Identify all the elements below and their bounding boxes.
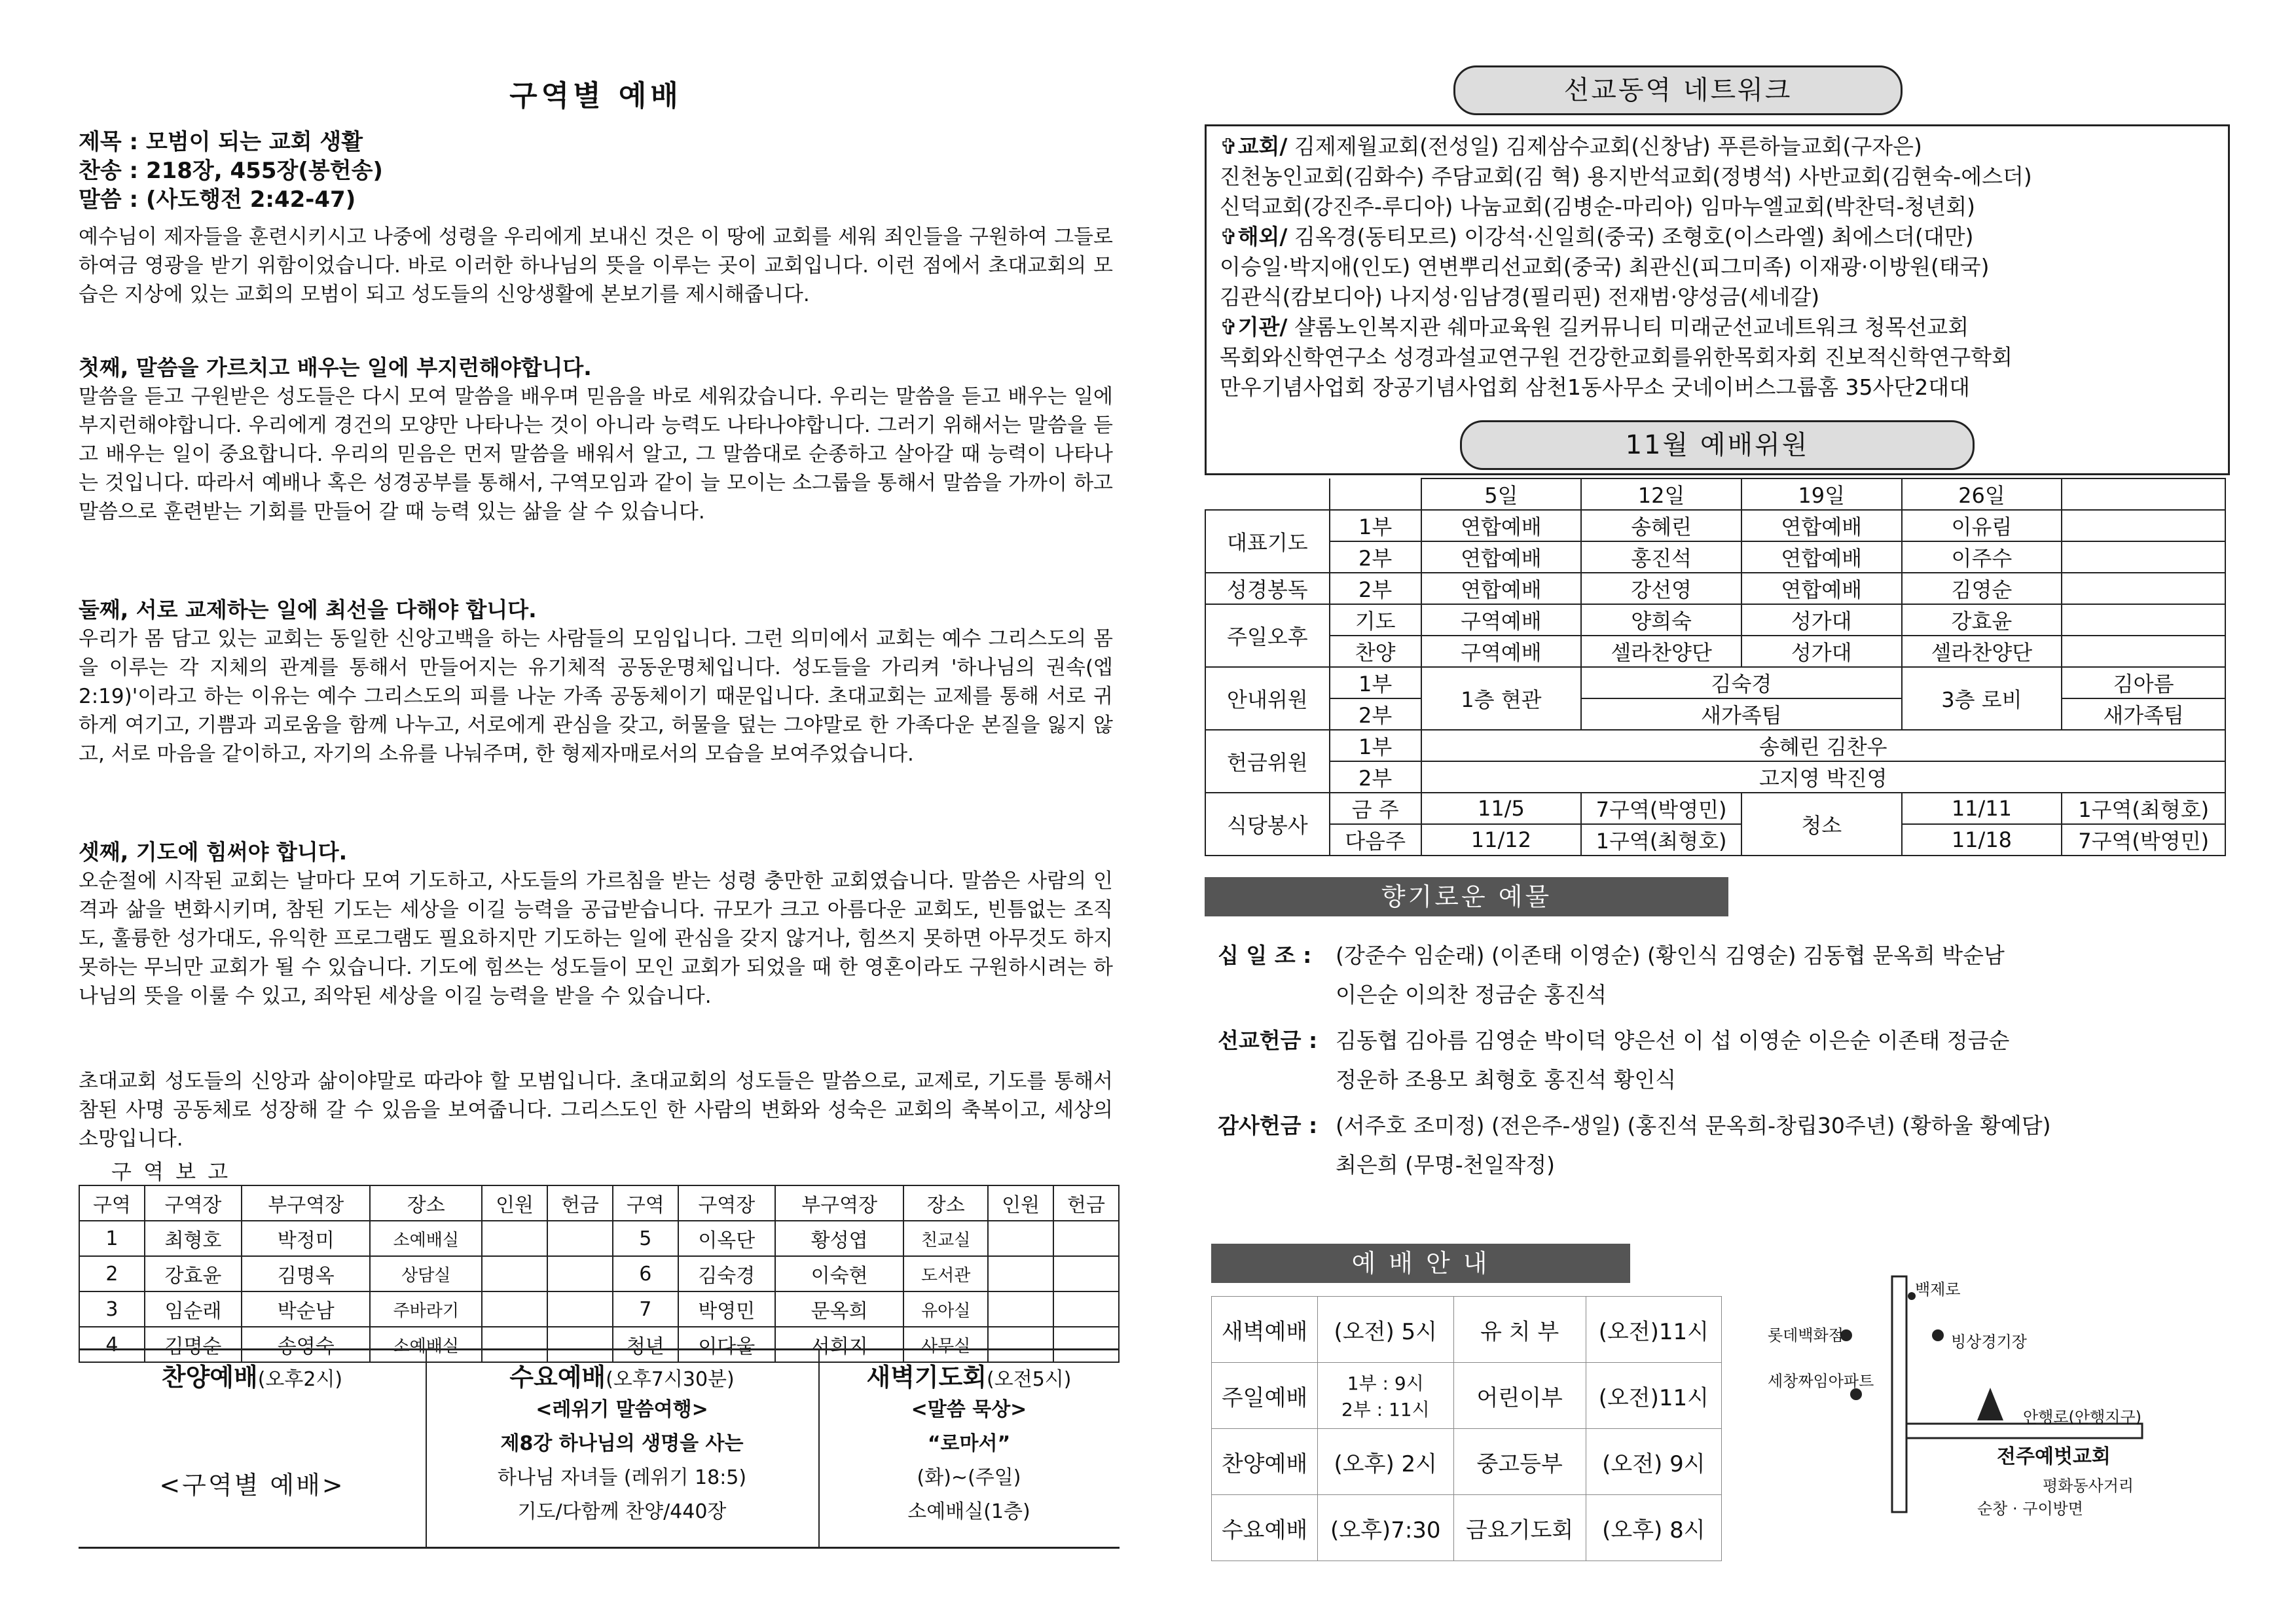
cell: 양희숙 [1581, 604, 1741, 636]
cell: 강선영 [1581, 573, 1741, 604]
report-cell: 김숙경 [678, 1256, 775, 1291]
point-two-heading: 둘째, 서로 교제하는 일에 최선을 다해야 합니다. [79, 597, 537, 623]
next-week-label: 다음주 [1330, 824, 1421, 856]
report-header-cell: 헌금 [1053, 1185, 1119, 1221]
gift-line-1: 김동협 김아름 김영순 박이덕 양은선 이 섭 이영순 이은순 이존태 정금순 [1336, 1028, 2010, 1053]
guide-cell: 주일예배 [1212, 1363, 1318, 1429]
cell: 이주수 [1902, 541, 2062, 573]
cell: 1구역(최형호) [2062, 793, 2225, 824]
sermon-hymn: 찬송 : 218장, 455장(봉헌송) [79, 158, 383, 184]
cell: 고지영 박진영 [1421, 761, 2225, 793]
week-2: 12일 [1581, 478, 1741, 510]
report-header-cell: 부구역장 [242, 1185, 370, 1221]
report-cell: 김명순 [145, 1327, 242, 1362]
guide-cell: (오전)11시 [1586, 1363, 1721, 1429]
cell: 연합예배 [1421, 541, 1582, 573]
gift-line-2: 이은순 이의찬 정금순 홍진석 [1336, 982, 1607, 1007]
cell: 11/12 [1421, 824, 1582, 856]
wed-line-1: <레위기 말씀여행> [536, 1398, 708, 1421]
guide-cell: (오전)11시 [1586, 1297, 1721, 1363]
cell: 이유림 [1902, 510, 2062, 541]
network-line [1220, 162, 2228, 192]
service-2: 2부 [1330, 761, 1421, 793]
cell: 김영순 [1902, 573, 2062, 604]
report-cell: 사무실 [903, 1327, 988, 1362]
cell: 1구역(최형호) [1581, 824, 1741, 856]
network-line [1220, 252, 2228, 282]
right-page [1198, 59, 2232, 1564]
guide-cell: 1부 : 9시 2부 : 11시 [1318, 1363, 1454, 1429]
network-line [1220, 372, 2228, 403]
report-header-cell: 구역장 [145, 1185, 242, 1221]
wed-time: (오후7시30분) [606, 1368, 735, 1391]
gift-line-2: 정운하 조용모 최형호 홍진석 황인식 [1336, 1067, 1677, 1092]
point-one-body: 말씀을 듣고 구원받은 성도들은 다시 모여 말씀을 배우며 믿음을 바로 세워갔습니다. 우리는 말씀을 듣고 배우는 일에 부지런해야합니다. 우리에게 경건의 모양만 나타나는 것이 아니라 능력도 나타나야합니다. 그러기 위해서는 말씀을 듣고 배우는 일이 중요합니다. 우리의 믿음은 먼저 말씀을 배워서 알고, 그 말씀대로 순종하고 살아갈 때 능력이 나타나는 것입니다. 따라서 예배나 혹은 성경공부를 통해서, 구역모임과 같이 늘 모이는 소그룹을 통해서 말씀을 가까이 하고 말씀으로 훈련받는 기회를 만들어 갈 때 능력 있는 삶을 살 수 있습니다. [79, 385, 1113, 524]
service-2: 2부 [1330, 698, 1421, 730]
guide-cell: 유 치 부 [1453, 1297, 1586, 1363]
cell: 11/5 [1421, 793, 1582, 824]
guide-cell: 새벽예배 [1212, 1297, 1318, 1363]
guide-cell: 중고등부 [1453, 1429, 1586, 1495]
location-map [1761, 1257, 2219, 1532]
worship-title: 11월 예배위원 [1460, 420, 1975, 470]
report-header-cell: 구역 [79, 1185, 145, 1221]
cell: 송혜린 [1581, 510, 1741, 541]
cell: 강효윤 [1902, 604, 2062, 636]
point-three-body: 오순절에 시작된 교회는 날마다 모여 기도하고, 사도들의 가르침을 받는 성령 충만한 교회였습니다. 말씀은 사람의 인격과 삶을 변화시키며, 참된 기도는 세상을 이길 능력을 공급받습니다. 규모가 크고 아름다운 교회도, 빈틈없는 조직도, 훌륭한 성가대도, 유익한 프로그램도 필요하지만 기도하는 일에 관심을 갖지 않거나, 힘쓰지 못하면 아무것도 하지 못하는 무늬만 교회가 될 수 있습니다. 기도에 힘쓰는 성도들이 모인 교회가 되었을 때 한 영혼이라도 구원하시려는 하나님의 뜻을 이룰 수 있고, 죄악된 세상을 이길 능력을 받을 수 있습니다. [79, 869, 1113, 1008]
report-cell [482, 1221, 547, 1256]
network-text: 목회와신학연구소 성경과설교연구원 건강한교회를위한목회자회 진보적신학연구학회 [1220, 344, 2013, 370]
cell: 연합예배 [1421, 573, 1582, 604]
report-cell: 이옥단 [678, 1221, 775, 1256]
report-cell: 이숙현 [775, 1256, 903, 1291]
report-cell: 유아실 [903, 1291, 988, 1327]
guide-cell: (오후) 2시 [1318, 1429, 1454, 1495]
report-cell: 상담실 [370, 1256, 482, 1291]
report-cell: 송영숙 [242, 1327, 370, 1362]
guide-title: 예 배 안 내 [1211, 1244, 1630, 1283]
cell: 11/11 [1902, 793, 2062, 824]
network-line [1220, 342, 2228, 372]
network-category: ✞교회/ [1220, 134, 1288, 159]
report-cell: 문옥희 [775, 1291, 903, 1327]
cell: 셀라찬양단 [1581, 636, 1741, 667]
rep-prayer-label: 대표기도 [1205, 510, 1330, 573]
dawn-line-2: “로마서” [927, 1432, 1011, 1455]
table-row [1212, 1363, 1722, 1429]
wed-title: 수요예배 [509, 1363, 606, 1392]
report-cell: 박정미 [242, 1221, 370, 1256]
map-pyeonghwa: 평화동사거리 [2043, 1477, 2134, 1495]
network-line [1220, 132, 2228, 162]
cell: 김아름 [2062, 667, 2225, 698]
report-cell [547, 1221, 613, 1256]
report-cell [1053, 1256, 1119, 1291]
network-line [1220, 312, 2228, 342]
cell: 구역예배 [1421, 636, 1582, 667]
dawn-time: (오전5시) [987, 1368, 1072, 1391]
gift-label: 십 일 조 : [1218, 943, 1312, 968]
cell: 청소 [1741, 793, 1902, 856]
report-cell [547, 1291, 613, 1327]
map-anhaeng-road: 안행로(안행지구) [2023, 1408, 2142, 1426]
report-cell: 3 [79, 1291, 145, 1327]
cell: 김숙경 [1581, 667, 1901, 698]
network-text: 김관식(캄보디아) 나지성·임남경(필리핀) 전재범·양성금(세네갈) [1220, 284, 1820, 310]
report-cell: 청년 [613, 1327, 678, 1362]
report-cell: 4 [79, 1327, 145, 1362]
gift-line-1: (강준수 임순래) (이존태 이영순) (황인식 김영순) 김동협 문옥희 박순남 [1336, 943, 2005, 968]
week-4: 26일 [1902, 478, 2062, 510]
cell: 7구역(박영민) [1581, 793, 1741, 824]
network-category: ✞해외/ [1220, 224, 1288, 249]
gift-entry [1218, 1021, 2009, 1100]
cell: 송혜린 김찬우 [1421, 730, 2225, 761]
week-3: 19일 [1741, 478, 1902, 510]
dawn-line-4: 소예배실(1층) [907, 1500, 1030, 1523]
network-text: 진천농인교회(김화수) 주담교회(김 혁) 용지반석교회(정병석) 사반교회(김현숙-에스더) [1220, 164, 2032, 189]
network-text: 신덕교회(강진주-루디아) 나눔교회(김병순-마리아) 임마누엘교회(박찬덕-청년회) [1220, 194, 1976, 219]
report-cell: 박영민 [678, 1291, 775, 1327]
table-row [1212, 1429, 1722, 1495]
cell: 7구역(박영민) [2062, 824, 2225, 856]
point-three-heading: 셋째, 기도에 힘써야 합니다. [79, 839, 348, 865]
report-cell: 1 [79, 1221, 145, 1256]
guide-cell: 어린이부 [1453, 1363, 1586, 1429]
point-three [79, 838, 1113, 1011]
report-cell [1053, 1221, 1119, 1256]
network-text: 김옥경(동티모르) 이강석·신일희(중국) 조형호(이스라엘) 최에스더(대만) [1287, 224, 1974, 249]
network-text: 이승일·박지애(인도) 연변뿌리선교회(중국) 최관신(피그미족) 이재광·이방원(태국) [1220, 254, 1990, 280]
report-header-cell: 인원 [482, 1185, 547, 1221]
table-row [1212, 1297, 1722, 1363]
report-cell [482, 1291, 547, 1327]
guide-cell: (오전) 5시 [1318, 1297, 1454, 1363]
report-cell: 도서관 [903, 1256, 988, 1291]
point-one-heading: 첫째, 말씀을 가르치고 배우는 일에 부지런해야합니다. [79, 355, 592, 380]
service-guide-table [1211, 1296, 1722, 1561]
gift-line-1: (서주호 조미정) (전은주-생일) (홍진석 문옥희-창립30주년) (황하울 황예담) [1336, 1113, 2051, 1138]
cell: 구역예배 [1421, 604, 1582, 636]
dawn-line-3: (화)~(주일) [917, 1466, 1021, 1489]
sunday-afternoon-label: 주일오후 [1205, 604, 1330, 667]
bible-reading-label: 성경봉독 [1205, 573, 1330, 604]
service-2: 2부 [1330, 541, 1421, 573]
report-header-cell: 부구역장 [775, 1185, 903, 1221]
network-category: ✞기관/ [1220, 314, 1288, 340]
gift-line-2: 최은희 (무명-천일작정) [1336, 1152, 1556, 1178]
prayer-label: 기도 [1330, 604, 1421, 636]
intro-paragraph: 예수님이 제자들을 훈련시키시고 나중에 성령을 우리에게 보내신 것은 이 땅에 교회를 세워 죄인들을 구원하여 그들로 하여금 영광을 받기 위함이었습니다. 바로 이러한 하나님의 뜻을 이루는 곳이 교회입니다. 이런 점에서 초대교회의 모습은 지상에 있는 교회의 모범이 되고 성도들의 신앙생활에 본보기를 제시해줍니다. [79, 225, 1113, 306]
report-cell: 황성엽 [775, 1221, 903, 1256]
cell: 홍진석 [1581, 541, 1741, 573]
point-two [79, 596, 1113, 768]
praise-body: <구역별 예배> [159, 1471, 345, 1500]
praise-service [79, 1350, 427, 1547]
report-cell: 강효윤 [145, 1256, 242, 1291]
report-cell: 2 [79, 1256, 145, 1291]
guide-cell: (오후) 8시 [1586, 1495, 1721, 1561]
report-cell: 5 [613, 1221, 678, 1256]
dawn-title: 새벽기도회 [866, 1363, 987, 1392]
usher-label: 안내위원 [1205, 667, 1330, 730]
service-1: 1부 [1330, 510, 1421, 541]
report-header-cell: 장소 [903, 1185, 988, 1221]
gift-entry [1218, 936, 2005, 1015]
report-cell: 친교실 [903, 1221, 988, 1256]
network-text: 만우기념사업회 장공기념사업회 삼천1동사무소 굿네이버스그룹홈 35사단2대대 [1220, 374, 1971, 400]
sermon-title: 구역별 예배 [509, 79, 682, 113]
gift-label: 감사헌금 : [1218, 1113, 1318, 1138]
cell: 3층 로비 [1902, 667, 2062, 730]
gift-title: 향기로운 예물 [1205, 877, 1728, 916]
network-line [1220, 282, 2228, 312]
report-cell [988, 1256, 1053, 1291]
network-text: 김제제월교회(전성일) 김제삼수교회(신창남) 푸른하늘교회(구자은) [1287, 134, 1922, 159]
report-cell: 이다울 [678, 1327, 775, 1362]
report-cell: 서희지 [775, 1327, 903, 1362]
report-cell: 김명옥 [242, 1256, 370, 1291]
services-box [79, 1348, 1120, 1549]
report-header-cell: 구역 [613, 1185, 678, 1221]
map-church: 전주예벗교회 [1997, 1445, 2111, 1468]
report-header-cell: 인원 [988, 1185, 1053, 1221]
gift-label: 선교헌금 : [1218, 1028, 1318, 1053]
cell: 연합예배 [1741, 510, 1902, 541]
cell: 11/18 [1902, 824, 2062, 856]
report-cell [1053, 1291, 1119, 1327]
service-1: 1부 [1330, 730, 1421, 761]
cell: 새가족팀 [2062, 698, 2225, 730]
cell: 연합예배 [1421, 510, 1582, 541]
report-cell [482, 1256, 547, 1291]
guide-cell: 금요기도회 [1453, 1495, 1586, 1561]
cell: 성가대 [1741, 636, 1902, 667]
report-cell: 6 [613, 1256, 678, 1291]
guide-cell: 찬양예배 [1212, 1429, 1318, 1495]
worship-committee-table [1205, 478, 2226, 856]
map-ice-rink: 빙상경기장 [1951, 1333, 2027, 1351]
table-row [79, 1291, 1119, 1327]
map-roads [1761, 1257, 2219, 1532]
report-cell: 최형호 [145, 1221, 242, 1256]
guide-cell: (오후)7:30 [1318, 1495, 1454, 1561]
report-header-cell: 헌금 [547, 1185, 613, 1221]
cell: 새가족팀 [1581, 698, 1901, 730]
praise-time: (오후2시) [257, 1368, 343, 1391]
network-title: 선교동역 네트워크 [1453, 65, 1903, 115]
report-cell [988, 1221, 1053, 1256]
praise-title: 찬양예배 [161, 1363, 258, 1392]
map-south: 순창 · 구이방면 [1977, 1500, 2083, 1518]
network-text: 샬롬노인복지관 쉐마교육원 길커뮤니티 미래군선교네트워크 청목선교회 [1287, 314, 1969, 340]
report-header-cell: 구역장 [678, 1185, 775, 1221]
sermon-scripture: 말씀 : (사도행전 2:42-47) [79, 187, 356, 213]
table-header-row [79, 1185, 1119, 1221]
report-cell: 소예배실 [370, 1327, 482, 1362]
report-cell: 7 [613, 1291, 678, 1327]
cell: 연합예배 [1741, 541, 1902, 573]
map-north-road: 백제로 [1915, 1280, 1961, 1299]
gift-entry [1218, 1106, 2050, 1185]
table-row [79, 1221, 1119, 1256]
conclusion-paragraph: 초대교회 성도들의 신앙과 삶이야말로 따라야 할 모범입니다. 초대교회의 성도들은 말씀으로, 교제로, 기도를 통해서 참된 사명 공동체로 성장해 갈 수 있음을 보여줍니다. 그리스도인 한 사람의 변화와 성숙은 교회의 축복이고, 세상의 소망입니다. [79, 1070, 1113, 1151]
point-two-body: 우리가 몸 담고 있는 교회는 동일한 신앙고백을 하는 사람들의 모임입니다. 그런 의미에서 교회는 예수 그리스도의 몸을 이루는 각 지체의 관계를 통해서 만들어지는 유기체적 공동운명체입니다. 성도들을 가리켜 '하나님의 권속(엡 2:19)'이라고 하는 이유는 예수 그리스도의 피를 나눈 가족 공동체이기 때문입니다. 초대교회는 교제를 통해 서로 귀하게 여기고, 기쁨과 괴로움을 함께 나누고, 서로에게 관심을 갖고, 허물을 덮는 그야말로 한 가족다운 본질을 잃지 않고, 서로 마음을 같이하고, 자기의 소유를 나눠주며, 한 형제자매로서의 모습을 보여주었습니다. [79, 627, 1113, 766]
network-line [1220, 222, 2228, 252]
report-cell: 박순남 [242, 1291, 370, 1327]
report-cell: 임순래 [145, 1291, 242, 1327]
wed-line-3: 하나님 자녀들 (레위기 18:5) [497, 1466, 747, 1489]
table-row [1212, 1495, 1722, 1561]
report-header-cell: 장소 [370, 1185, 482, 1221]
praise-label: 찬양 [1330, 636, 1421, 667]
wed-line-4: 기도/다함께 찬양/440장 [517, 1500, 727, 1523]
guide-cell: 수요예배 [1212, 1495, 1318, 1561]
report-title: 구 역 보 고 [111, 1159, 231, 1184]
map-lotte: 롯데백화점 [1768, 1326, 1844, 1344]
cell: 연합예배 [1741, 573, 1902, 604]
left-page [72, 65, 1120, 1571]
table-row [79, 1256, 1119, 1291]
guide-cell: (오전) 9시 [1586, 1429, 1721, 1495]
service-2: 2부 [1330, 573, 1421, 604]
wed-line-2: 제8강 하나님의 생명을 사는 [500, 1432, 744, 1455]
wed-service [426, 1350, 820, 1547]
report-cell: 소예배실 [370, 1221, 482, 1256]
report-cell [988, 1291, 1053, 1327]
cell: 성가대 [1741, 604, 1902, 636]
week-1: 5일 [1421, 478, 1582, 510]
dawn-service [818, 1350, 1120, 1547]
network-line [1220, 192, 2228, 222]
this-week-label: 금 주 [1330, 793, 1421, 824]
dawn-line-1: <말씀 묵상> [911, 1398, 1027, 1421]
kitchen-label: 식당봉사 [1205, 793, 1330, 856]
cell: 셀라찬양단 [1902, 636, 2062, 667]
group-report-table [79, 1185, 1120, 1363]
report-cell: 주바라기 [370, 1291, 482, 1327]
map-apartment: 세창짜임아파트 [1768, 1372, 1874, 1390]
point-one [79, 353, 1113, 526]
cell: 1층 현관 [1421, 667, 1582, 730]
offering-label: 헌금위원 [1205, 730, 1330, 793]
report-cell [547, 1256, 613, 1291]
sermon-subject: 제목 : 모범이 되는 교회 생활 [79, 129, 363, 155]
service-1: 1부 [1330, 667, 1421, 698]
